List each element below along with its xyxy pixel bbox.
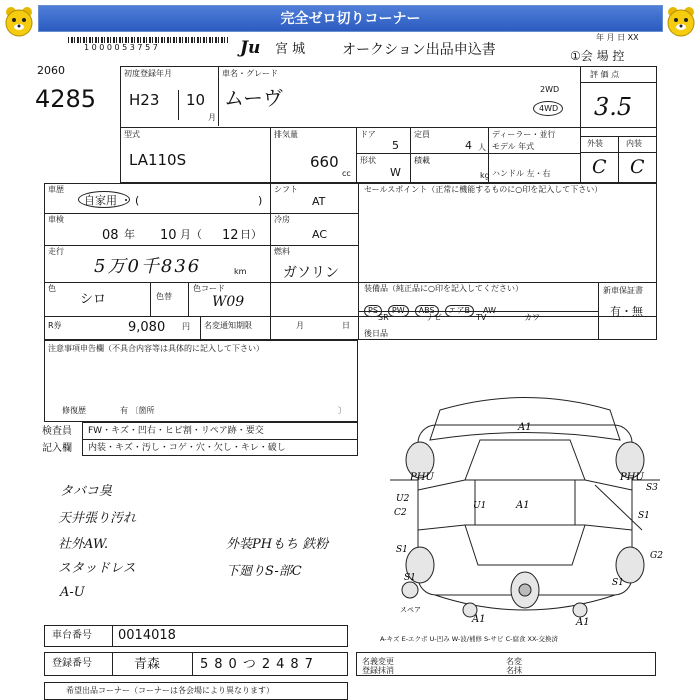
- after-date-label: 後日品: [364, 329, 388, 338]
- color-value: シロ: [80, 292, 107, 307]
- mark-phu-right: PHU: [620, 472, 644, 483]
- drive-4wd: 4WD: [539, 104, 559, 113]
- equipment-navi: ナビ: [426, 313, 442, 322]
- inspection-year: 08: [102, 228, 119, 243]
- grade-value: 3.5: [594, 93, 633, 121]
- checker-row-1: FW・キズ・凹右・ヒビ割・リペア跡・要交: [88, 426, 264, 436]
- mark-s3: S3: [646, 483, 658, 493]
- equipment-airbag: エアB: [445, 305, 475, 317]
- mark-u1: U1: [473, 501, 487, 511]
- mileage-value: 5万0千836: [94, 256, 202, 277]
- desired-corner-label: 希望出品コーナー（コーナーは各会場により異なります）: [66, 686, 274, 695]
- shift-value: AT: [312, 195, 326, 208]
- mark-a1-bottom-right: A1: [576, 617, 590, 628]
- handle-label: ハンドル 左・右: [492, 169, 551, 178]
- car-name-label: 車名・グレード: [222, 69, 278, 78]
- registration-number-value: 580つ2487: [200, 657, 319, 672]
- equipment-sr: SR: [378, 313, 389, 322]
- venue-label: ①会 場 控: [570, 49, 625, 63]
- mark-a1-center: A1: [516, 500, 530, 511]
- displacement-unit: cc: [342, 169, 351, 178]
- registration-month: 10: [186, 91, 206, 109]
- color-change-label: 色替: [156, 292, 172, 301]
- displacement-value: 660: [310, 153, 339, 171]
- recycle-label: R券: [48, 321, 62, 330]
- history-close: ): [258, 194, 263, 207]
- note-right-1: 外装PHもち 鉄粉: [226, 537, 329, 552]
- mark-a1-top: A1: [518, 422, 532, 433]
- inspection-year-unit: 年: [124, 228, 135, 241]
- repair-history-value: 有 〔箇所: [120, 406, 155, 415]
- new-car-warranty-label: 新車保証書: [603, 286, 643, 295]
- car-diagram: [380, 380, 670, 635]
- sales-point-label: セールスポイント（正常に機能するものに○印を記入して下さい）: [364, 185, 603, 194]
- interior-value: C: [630, 156, 645, 178]
- capacity-label: 定員: [414, 130, 430, 139]
- interior-label: 内装: [626, 139, 642, 148]
- name-delete-short-label: 名抹: [506, 666, 522, 675]
- fuel-label: 燃料: [274, 247, 290, 256]
- upper-form: [120, 66, 657, 183]
- equipment-aw: AW: [483, 306, 496, 315]
- name-change-short-label: 名変: [506, 657, 522, 666]
- inspection-day: 12: [222, 228, 239, 243]
- frame-number-label: 車台番号: [52, 630, 92, 641]
- car-name: ムーヴ: [224, 86, 283, 110]
- exterior-label: 外装: [587, 139, 603, 148]
- grade-label: 評 価 点: [590, 70, 620, 79]
- registration-number-label: 登録番号: [52, 658, 92, 669]
- doors-value: 5: [392, 139, 399, 152]
- mark-s1-left: S1: [396, 545, 408, 555]
- repair-history-label: 修復歴: [62, 406, 86, 415]
- model-year-label: モデル 年式: [492, 142, 535, 151]
- equipment-top-row: [364, 298, 604, 315]
- mascot-left-icon: [2, 4, 36, 38]
- registration-label: 初度登録年月: [124, 69, 172, 78]
- equipment-leather: カワ: [524, 313, 540, 322]
- mark-a1-bottom-left: A1: [472, 614, 486, 625]
- notes-label: 注意事項申告欄（不具合内容等は具体的に記入して下さい）: [48, 344, 264, 353]
- barcode-digits: 1 0 0 0 0 5 3 7 5 7: [84, 43, 158, 52]
- registration-area: 青森: [134, 657, 161, 672]
- inspection-label: 車検: [48, 215, 64, 224]
- equipment-tv: TV: [476, 313, 487, 322]
- mark-s1-right: S1: [638, 511, 650, 521]
- mark-s1-right-low: S1: [612, 578, 624, 588]
- banner: [38, 5, 663, 32]
- color-code-value: W09: [212, 294, 245, 310]
- load-unit: kg: [480, 171, 490, 180]
- shape-label: 形状: [360, 156, 376, 165]
- inspection-day-unit: 日）: [240, 228, 262, 241]
- note-right-2: 下廻りS-部C: [226, 564, 302, 579]
- shape-value: W: [390, 166, 401, 179]
- mark-u2: U2: [396, 494, 410, 504]
- recycle-value: 9,080: [128, 320, 166, 335]
- capacity-unit: 人: [478, 143, 486, 152]
- color-code-label: 色コード: [193, 284, 225, 293]
- shift-label: シフト: [274, 185, 298, 194]
- mascot-right-icon: [664, 4, 698, 38]
- exterior-value: C: [592, 156, 607, 178]
- lot-number: 4285: [35, 85, 97, 113]
- mark-c2: C2: [394, 508, 407, 518]
- notice-day-label: 日: [342, 321, 350, 330]
- entry-label: 記入欄: [42, 443, 72, 454]
- frame-number-value: 0014018: [118, 628, 176, 643]
- aircon-value: AC: [312, 228, 328, 241]
- lot-code: 2060: [37, 64, 65, 77]
- checker-label: 検査員: [42, 426, 72, 437]
- recycle-unit: 円: [182, 322, 190, 331]
- notice-month-label: 月: [296, 321, 304, 330]
- capacity-value: 4: [465, 139, 472, 152]
- displacement-label: 排気量: [274, 130, 298, 139]
- date-label: 年 月 日 XX: [596, 33, 639, 42]
- equipment-ps: PS: [364, 305, 382, 317]
- note-line-1: タバコ臭: [60, 484, 112, 499]
- mileage-label: 走行: [48, 247, 64, 256]
- repair-history-close: 〕: [338, 406, 346, 415]
- note-line-4: スタッドレス: [58, 561, 136, 576]
- equipment-label: 装備品（純正品に○印を記入してください）: [364, 284, 523, 293]
- model-label: 型式: [124, 130, 140, 139]
- aircon-label: 冷房: [274, 215, 290, 224]
- inspection-month: 10: [160, 228, 177, 243]
- registration-month-unit: 月: [208, 113, 216, 122]
- new-car-warranty-value: 有・無: [610, 305, 643, 318]
- notice-deadline-label: 名変通知期限: [204, 321, 252, 330]
- checker-row-2: 内装・キズ・汚し・コゲ・穴・欠し・キレ・破し: [88, 443, 286, 453]
- note-line-2: 天井張り汚れ: [58, 511, 137, 526]
- mark-s1-left-low: S1: [404, 573, 416, 583]
- history-label: 車歴: [48, 185, 64, 194]
- doors-label: ドア: [360, 130, 376, 139]
- fuel-value: ガソリン: [283, 265, 339, 281]
- spare-label: スペア: [400, 606, 421, 614]
- dealer-label: ディーラー・並行: [492, 130, 556, 139]
- deregistration-label: 登録抹消: [362, 666, 394, 675]
- banner-title: 完全ゼロ切りコーナー: [280, 11, 421, 27]
- form-title: オークション出品申込書: [342, 42, 496, 58]
- color-label: 色: [48, 284, 56, 293]
- drive-2wd: 2WD: [540, 85, 560, 94]
- history-options: 自家用 ・ (: [84, 194, 140, 207]
- mark-phu-left: PHU: [410, 472, 434, 483]
- name-change-label: 名義変更: [362, 657, 394, 666]
- brand-logo: Ju: [240, 38, 261, 58]
- mark-g2: G2: [650, 551, 663, 561]
- equipment-abs: ABS: [415, 305, 439, 317]
- load-label: 積載: [414, 156, 430, 165]
- note-line-5: A-U: [60, 585, 85, 600]
- model-value: LA110S: [129, 151, 187, 169]
- prefecture: 宮 城: [275, 42, 306, 57]
- note-line-3: 社外AW.: [58, 537, 109, 552]
- diagram-legend: A-キズ E-エクボ U-凹み W-波/補修 S-サビ C-腐食 XX-交換済: [380, 635, 558, 643]
- mileage-unit: km: [234, 267, 247, 276]
- equipment-pw: PW: [388, 305, 409, 317]
- inspection-month-unit: 月（: [180, 228, 202, 241]
- registration-year: H23: [129, 91, 160, 109]
